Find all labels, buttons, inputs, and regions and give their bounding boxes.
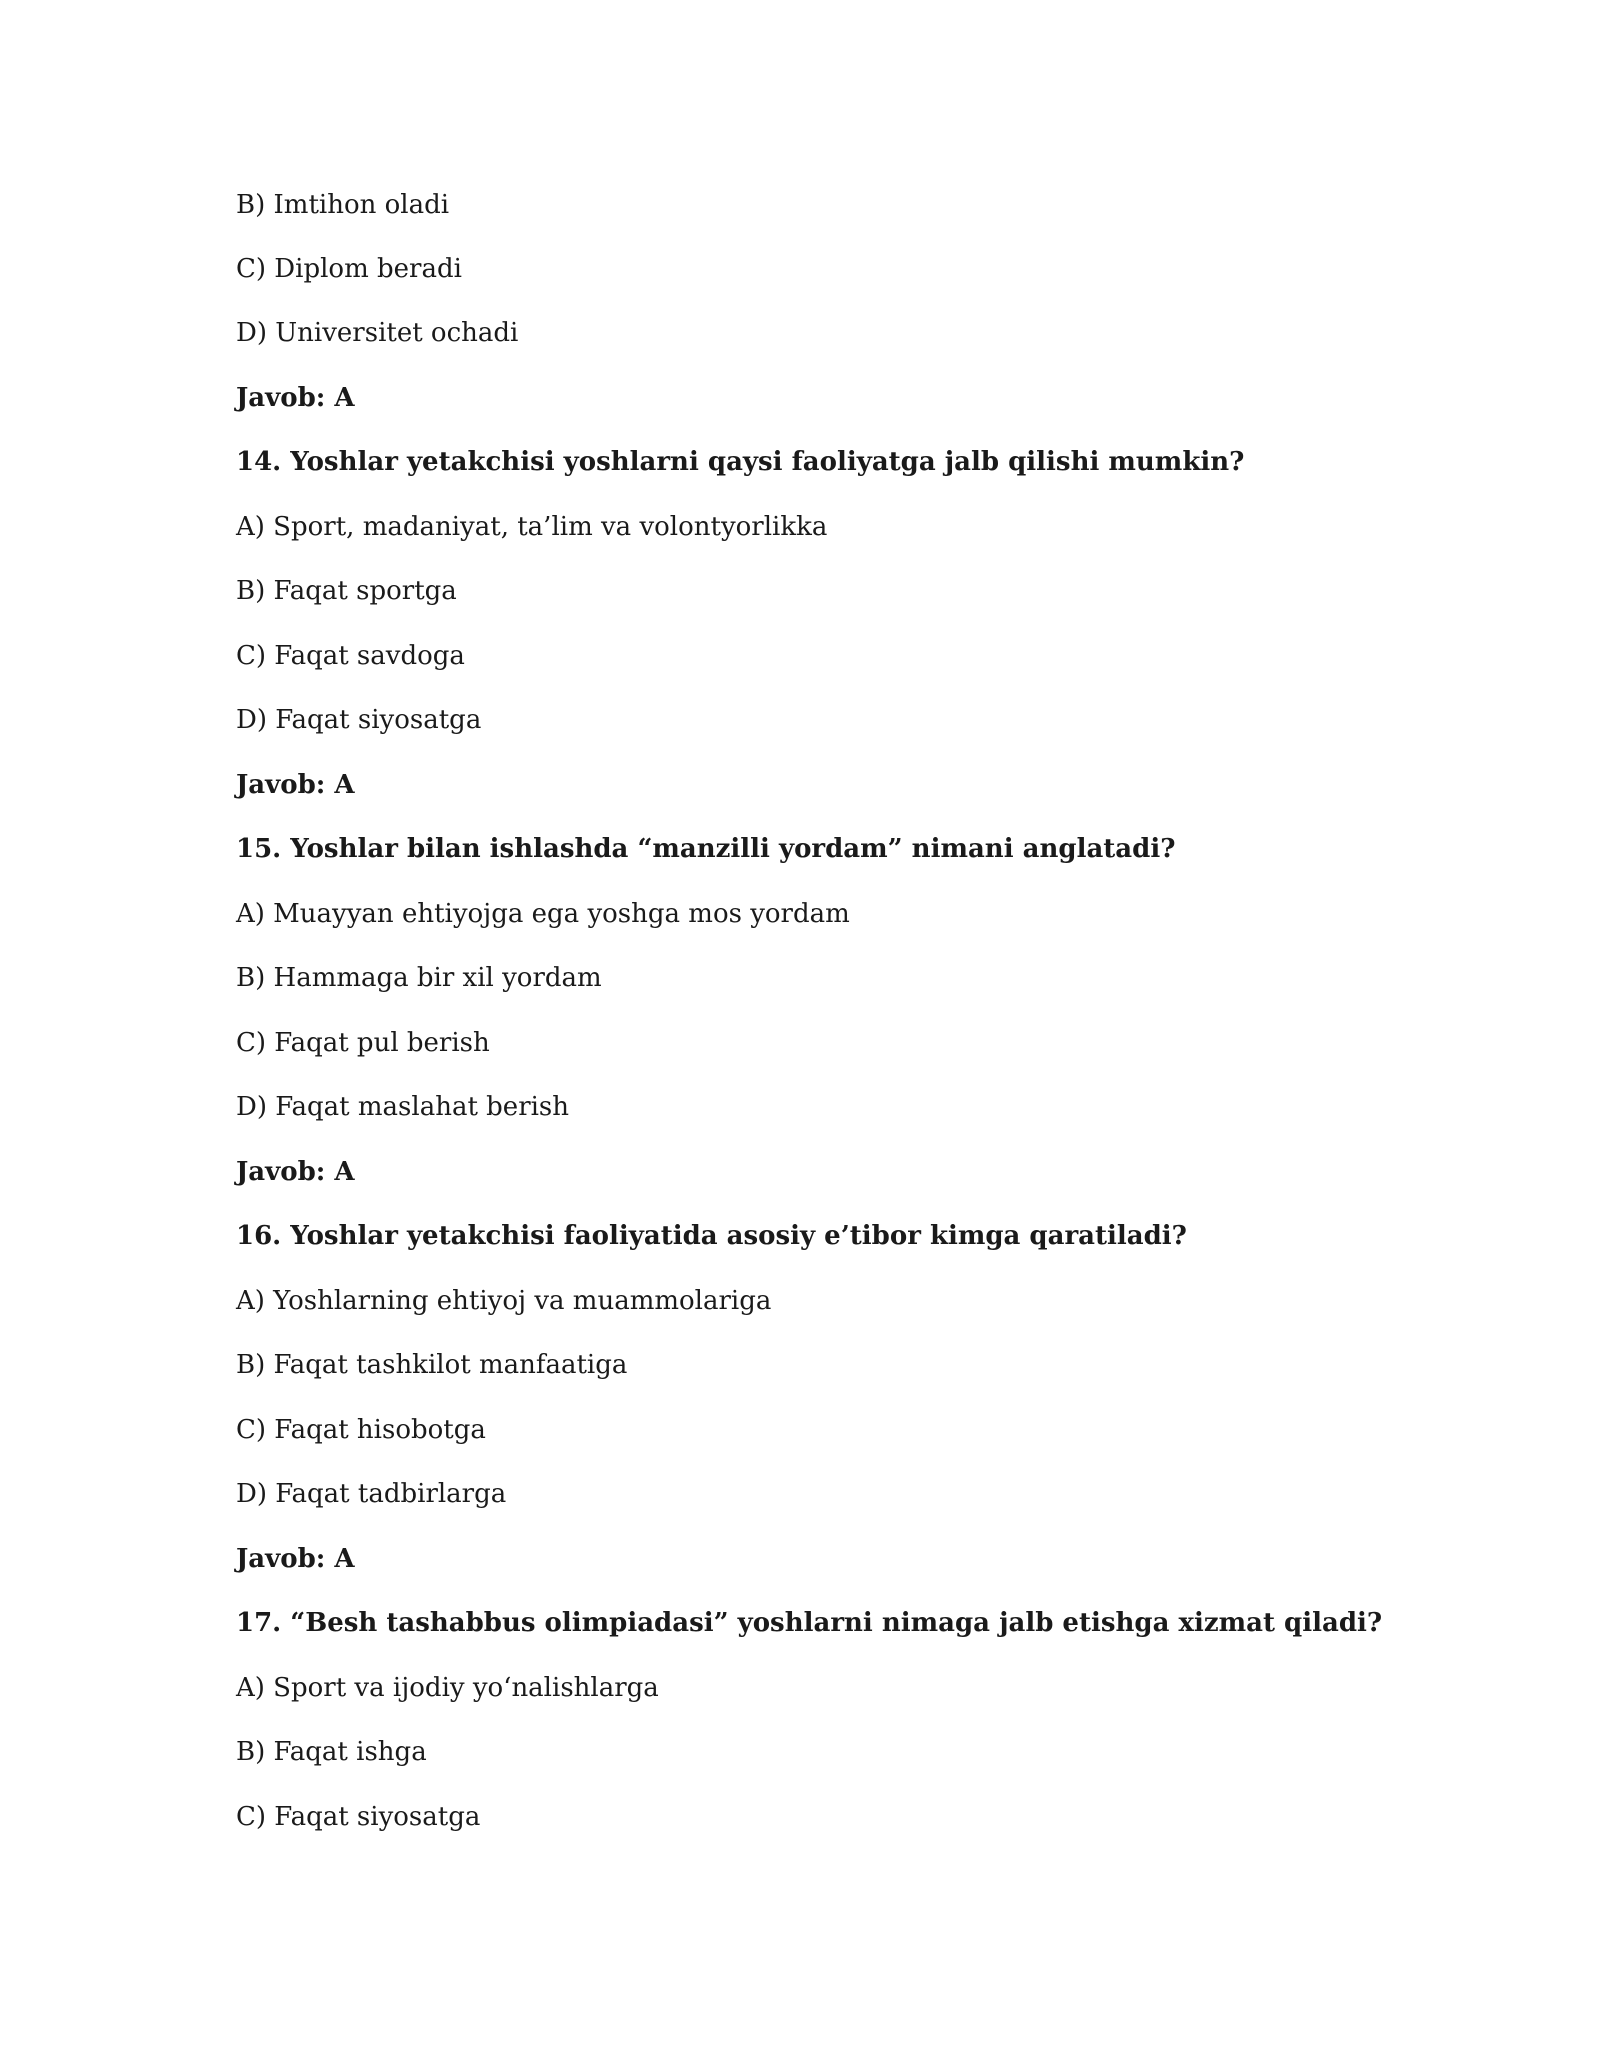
option-d-q13: D) Universitet ochadi — [236, 318, 519, 348]
option-a-q14: A) Sport, madaniyat, ta’lim va volontyorlikka — [236, 512, 828, 542]
option-c-q15: C) Faqat pul berish — [236, 1028, 490, 1058]
question-17: 17. “Besh tashabbus olimpiadasi” yoshlarni nimaga jalb etishga xizmat qiladi? — [236, 1608, 1383, 1638]
question-16: 16. Yoshlar yetakchisi faoliyatida asosiy e’tibor kimga qaratiladi? — [236, 1221, 1187, 1251]
question-15: 15. Yoshlar bilan ishlashda “manzilli yordam” nimani anglatadi? — [236, 834, 1176, 864]
option-b-q14: B) Faqat sportga — [236, 576, 457, 606]
option-a-q16: A) Yoshlarning ehtiyoj va muammolariga — [236, 1286, 772, 1316]
option-d-q14: D) Faqat siyosatga — [236, 705, 482, 735]
option-b-q17: B) Faqat ishga — [236, 1737, 427, 1767]
option-d-q16: D) Faqat tadbirlarga — [236, 1479, 507, 1509]
answer-q15: Javob: A — [236, 1157, 355, 1187]
answer-q13: Javob: A — [236, 383, 355, 413]
answer-q16: Javob: A — [236, 1544, 355, 1574]
option-c-q14: C) Faqat savdoga — [236, 641, 465, 671]
question-14: 14. Yoshlar yetakchisi yoshlarni qaysi faoliyatga jalb qilishi mumkin? — [236, 447, 1245, 477]
option-d-q15: D) Faqat maslahat berish — [236, 1092, 570, 1122]
option-c-q16: C) Faqat hisobotga — [236, 1415, 486, 1445]
option-b-q13: B) Imtihon oladi — [236, 190, 450, 220]
option-c-q13: C) Diplom beradi — [236, 254, 462, 284]
option-c-q17: C) Faqat siyosatga — [236, 1802, 481, 1832]
option-a-q15: A) Muayyan ehtiyojga ega yoshga mos yordam — [236, 899, 850, 929]
option-b-q16: B) Faqat tashkilot manfaatiga — [236, 1350, 628, 1380]
answer-q14: Javob: A — [236, 770, 355, 800]
option-b-q15: B) Hammaga bir xil yordam — [236, 963, 602, 993]
option-a-q17: A) Sport va ijodiy yo‘nalishlarga — [236, 1673, 659, 1703]
